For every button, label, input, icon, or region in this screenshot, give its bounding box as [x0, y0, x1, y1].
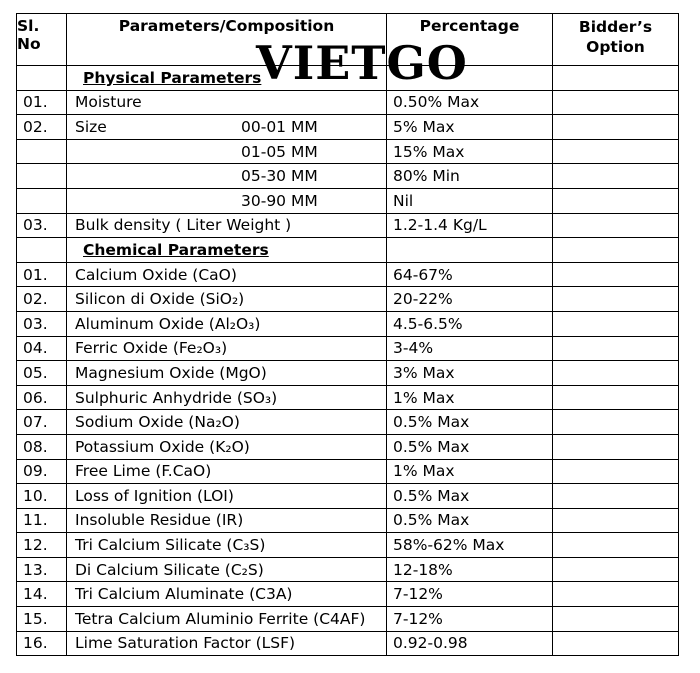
table-row [17, 164, 679, 189]
bidder-option-cell [553, 434, 679, 459]
vietgo-watermark: VIETGO [256, 36, 468, 90]
serial-number: 03. [17, 311, 67, 336]
serial-number: 02. [17, 287, 67, 312]
percentage-value: 0.5% Max [387, 434, 553, 459]
percentage-value: 0.5% Max [387, 508, 553, 533]
parameter-name: Moisture [67, 90, 387, 115]
parameter-name: Tri Calcium Aluminate (C3A) [67, 582, 387, 607]
serial-number [17, 139, 67, 164]
table-row [17, 287, 679, 312]
parameter-name: Size [75, 117, 107, 136]
parameter-name: Calcium Oxide (CaO) [67, 262, 387, 287]
parameters-header: Parameters/Composition [67, 14, 387, 66]
serial-number: 05. [17, 361, 67, 386]
bidder-option-cell [553, 238, 679, 263]
bidder-option-cell [553, 508, 679, 533]
percentage-value: 15% Max [387, 139, 553, 164]
bidder-option-cell [553, 188, 679, 213]
table-row [17, 139, 679, 164]
parameter-name: Magnesium Oxide (MgO) [67, 361, 387, 386]
table-row [17, 90, 679, 115]
bidder-option-cell [553, 557, 679, 582]
bidder-option-cell [553, 361, 679, 386]
table-row [17, 213, 679, 238]
table-row [17, 631, 679, 656]
serial-number: 12. [17, 533, 67, 558]
bidder-option-cell [553, 90, 679, 115]
table-row [17, 311, 679, 336]
table-row [17, 582, 679, 607]
percentage-value: Nil [387, 188, 553, 213]
percentage-header: Percentage [387, 14, 553, 66]
table-row [17, 607, 679, 632]
percentage-value: 58%-62% Max [387, 533, 553, 558]
parameter-cell [67, 188, 387, 213]
parameter-name: Tri Calcium Silicate (C₃S) [67, 533, 387, 558]
table-row [17, 508, 679, 533]
percentage-value: 0.5% Max [387, 484, 553, 509]
parameter-name: Free Lime (F.CaO) [67, 459, 387, 484]
chemical-parameters-title-cell [67, 238, 387, 263]
bidder-option-cell [553, 607, 679, 632]
serial-number: 14. [17, 582, 67, 607]
table-row [17, 434, 679, 459]
serial-number [17, 164, 67, 189]
parameter-name: Silicon di Oxide (SiO₂) [67, 287, 387, 312]
size-range: 00-01 MM [241, 117, 318, 136]
serial-number: 02. [17, 115, 67, 140]
parameter-name: Sodium Oxide (Na₂O) [67, 410, 387, 435]
serial-number: 07. [17, 410, 67, 435]
table-row [17, 361, 679, 386]
percentage-value: 5% Max [387, 115, 553, 140]
bidder-option-cell [553, 164, 679, 189]
empty-cell [17, 238, 67, 263]
sl-no-header [17, 14, 67, 66]
serial-number: 04. [17, 336, 67, 361]
parameter-cell [67, 164, 387, 189]
serial-number: 09. [17, 459, 67, 484]
percentage-value: 3% Max [387, 361, 553, 386]
percentage-value: 0.50% Max [387, 90, 553, 115]
parameter-name: Potassium Oxide (K₂O) [67, 434, 387, 459]
physical-parameters-title: Physical Parameters [83, 68, 262, 87]
bidder-option-cell [553, 213, 679, 238]
parameter-name: Sulphuric Anhydride (SO₃) [67, 385, 387, 410]
percentage-value: 12-18% [387, 557, 553, 582]
serial-number: 10. [17, 484, 67, 509]
table-row [17, 385, 679, 410]
parameter-name: Bulk density ( Liter Weight ) [67, 213, 387, 238]
parameter-name: Lime Saturation Factor (LSF) [67, 631, 387, 656]
percentage-value: 0.5% Max [387, 410, 553, 435]
serial-number [17, 188, 67, 213]
table-row [17, 262, 679, 287]
percentage-value: 3-4% [387, 336, 553, 361]
bidder-option-cell [553, 287, 679, 312]
bidder-option-cell [553, 336, 679, 361]
chemical-parameters-title: Chemical Parameters [83, 240, 269, 259]
serial-number: 08. [17, 434, 67, 459]
parameter-cell [67, 115, 387, 140]
bidder-header-line2: Option [586, 38, 645, 56]
bidder-header-line1: Bidder’s [578, 18, 653, 36]
bidder-option-cell [553, 459, 679, 484]
bidder-option-cell [553, 311, 679, 336]
bidder-option-cell [553, 66, 679, 91]
bidder-option-cell [553, 484, 679, 509]
parameter-name: Insoluble Residue (IR) [67, 508, 387, 533]
serial-number: 01. [17, 90, 67, 115]
sl-header-line2: No [17, 35, 41, 53]
table-row [17, 484, 679, 509]
sl-header-line1: Sl. [17, 17, 40, 35]
percentage-value: 7-12% [387, 607, 553, 632]
parameter-name: Di Calcium Silicate (C₂S) [67, 557, 387, 582]
table-row [17, 459, 679, 484]
table-row [17, 336, 679, 361]
table-row [17, 115, 679, 140]
table-row [17, 533, 679, 558]
serial-number: 03. [17, 213, 67, 238]
bidder-option-cell [553, 410, 679, 435]
section-row [17, 238, 679, 263]
size-range: 30-90 MM [241, 191, 318, 210]
bidder-option-cell [553, 115, 679, 140]
percentage-value: 1% Max [387, 385, 553, 410]
serial-number: 06. [17, 385, 67, 410]
bidder-option-cell [553, 582, 679, 607]
percentage-value: 80% Min [387, 164, 553, 189]
table-row [17, 188, 679, 213]
empty-cell [387, 238, 553, 263]
bidder-option-cell [553, 139, 679, 164]
percentage-value: 64-67% [387, 262, 553, 287]
parameter-name: Aluminum Oxide (Al₂O₃) [67, 311, 387, 336]
bidder-option-cell [553, 385, 679, 410]
table-row [17, 410, 679, 435]
parameter-cell [67, 139, 387, 164]
bidders-option-header [553, 14, 679, 66]
serial-number: 01. [17, 262, 67, 287]
size-range: 01-05 MM [241, 142, 318, 161]
percentage-value: 4.5-6.5% [387, 311, 553, 336]
serial-number: 15. [17, 607, 67, 632]
parameter-name: Tetra Calcium Aluminio Ferrite (C4AF) [67, 607, 387, 632]
bidder-option-cell [553, 631, 679, 656]
serial-number: 13. [17, 557, 67, 582]
empty-cell [17, 66, 67, 91]
percentage-value: 7-12% [387, 582, 553, 607]
serial-number: 11. [17, 508, 67, 533]
percentage-value: 20-22% [387, 287, 553, 312]
size-range: 05-30 MM [241, 167, 318, 186]
percentage-value: 1% Max [387, 459, 553, 484]
percentage-value: 1.2-1.4 Kg/L [387, 213, 553, 238]
parameter-name: Ferric Oxide (Fe₂O₃) [67, 336, 387, 361]
table-row [17, 557, 679, 582]
bidder-option-cell [553, 262, 679, 287]
parameter-name: Loss of Ignition (LOI) [67, 484, 387, 509]
specification-table [16, 13, 679, 656]
percentage-value: 0.92-0.98 [387, 631, 553, 656]
bidder-option-cell [553, 533, 679, 558]
serial-number: 16. [17, 631, 67, 656]
